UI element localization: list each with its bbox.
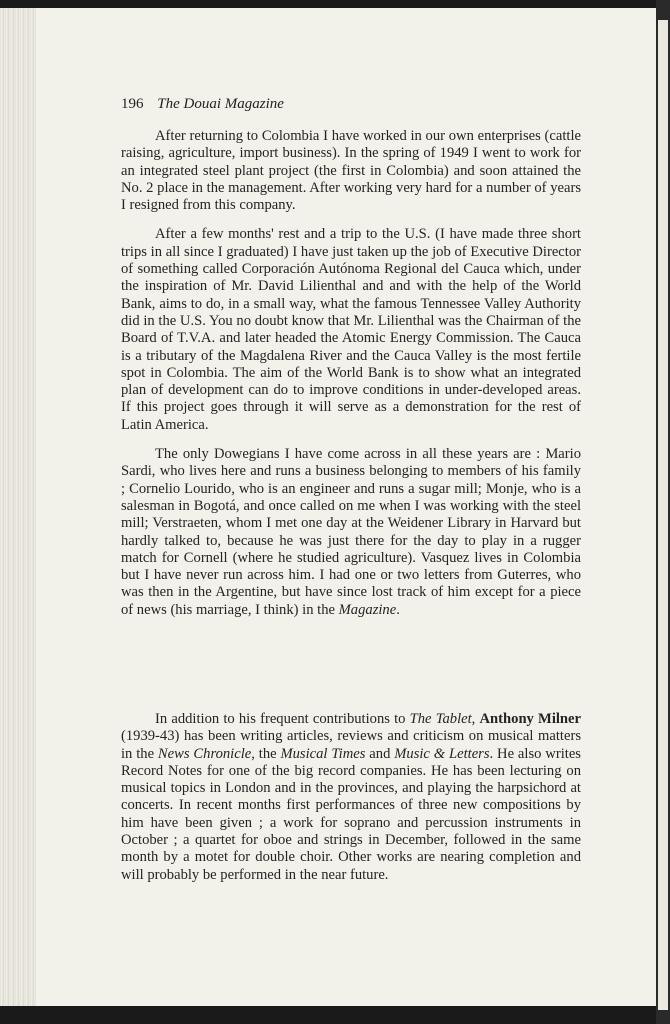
music-letters-title: Music & Letters <box>394 745 490 762</box>
milner-note <box>121 711 581 896</box>
journal-title: The Douai Magazine <box>157 96 284 112</box>
letter-paragraph-3: The only Dowegians I have come across in all these years are : Mario Sardi, who lives here and runs a business belonging to members of his family ; Cornelio Lourido, who is an engineer and runs a sugar mill; Monje, who is a salesman in Bogotá, and once called on me when I was working with the steel mill; Verstraeten, whom I met one day at the Weidener Library in Harvard but hardly talked to, because he was just there for the day to play in a rugger match for Cornell (where he studied agriculture). Vasquez lives in Colombia but I have never run across him. I had one or two letters from Guterres, who was then in the Argentine, but have since lost track of him except for a piece of news (his marriage, I think) in the Magazine. <box>121 446 581 618</box>
book-binding-edge <box>656 0 670 1024</box>
letter-paragraph-1: After returning to Colombia I have worked in our own enterprises (cattle raising, agriculture, import business). In the spring of 1949 I went to work for an integrated steel plant project (the first in Colombia) and soon attained the No. 2 place in the management. After working very hard for a number of years I resigned from this company. <box>121 128 581 214</box>
musical-times-title: Musical Times <box>280 745 366 762</box>
running-header <box>121 96 284 113</box>
tablet-title: The Tablet <box>409 711 472 727</box>
letter-paragraph-3-text: The only Dowegians I have come across in all these years are : Mario Sardi, who lives here and runs a business belonging to members of his family ; Cornelio Lourido, who is an engineer and runs a sugar mill; Monje, who is a salesman in Bogotá, and once called on me when I was working with the steel mill; Verstraeten, whom I met one day at the Weidener Library in Harvard but hardly talked to, because he was just there for the day to play in a rugger match for Cornell (where he studied agriculture). Vasquez lives in Colombia but I have never run across him. I had one or two letters from Guterres, who was then in the Argentine, but have since lost track of him except for a piece of news (his marriage, I think) in the <box>121 446 581 618</box>
page-number: 196 <box>121 96 144 112</box>
magazine-title-italic: Magazine <box>338 601 397 618</box>
person-name: Anthony Milner <box>479 711 581 727</box>
milner-paragraph: In addition to his frequent contributions to The Tablet, Anthony Milner (1939-43) has been writing articles, reviews and criticism on musical matters in the News Chronicle, the Musical Times and Music & Letters. He also writes Record Notes for one of the big record companies. He has been lecturing on musical topics in London and in the provinces, and playing the harpsichord at concerts. In recent months first performances of three new compositions by him have been given ; a work for soprano and percussion instruments in October ; a quartet for oboe and strings in December, followed in the same month by a motet for double choir. Other works are nearing completion and will probably be performed in the near future. <box>121 711 581 883</box>
page-edge-stack <box>0 8 36 1006</box>
letter-paragraph-2: After a few months' rest and a trip to the U.S. (I have made three short trips in all since I graduated) I have just taken up the job of Executive Director of something called Corporación Autónoma Regional del Cauca which, under the inspiration of Mr. David Lilienthal and and with the help of the World Bank, aims to do, in a small way, what the famous Tennessee Valley Authority did in the U.S. You no doubt know that Mr. Lilienthal was the Chairman of the Board of T.V.A. and later headed the Atomic Energy Commission. The Cauca is a tributary of the Magdalena River and the Cauca Valley is the most fertile spot in Colombia. The aim of the World Bank is to show what an integrated plan of development can do to improve conditions in under-developed areas. If this project goes through it will serve as a demonstration for the rest of Latin America. <box>121 226 581 433</box>
news-chronicle-title: News Chronicle <box>157 745 252 762</box>
letter-text <box>121 128 581 631</box>
